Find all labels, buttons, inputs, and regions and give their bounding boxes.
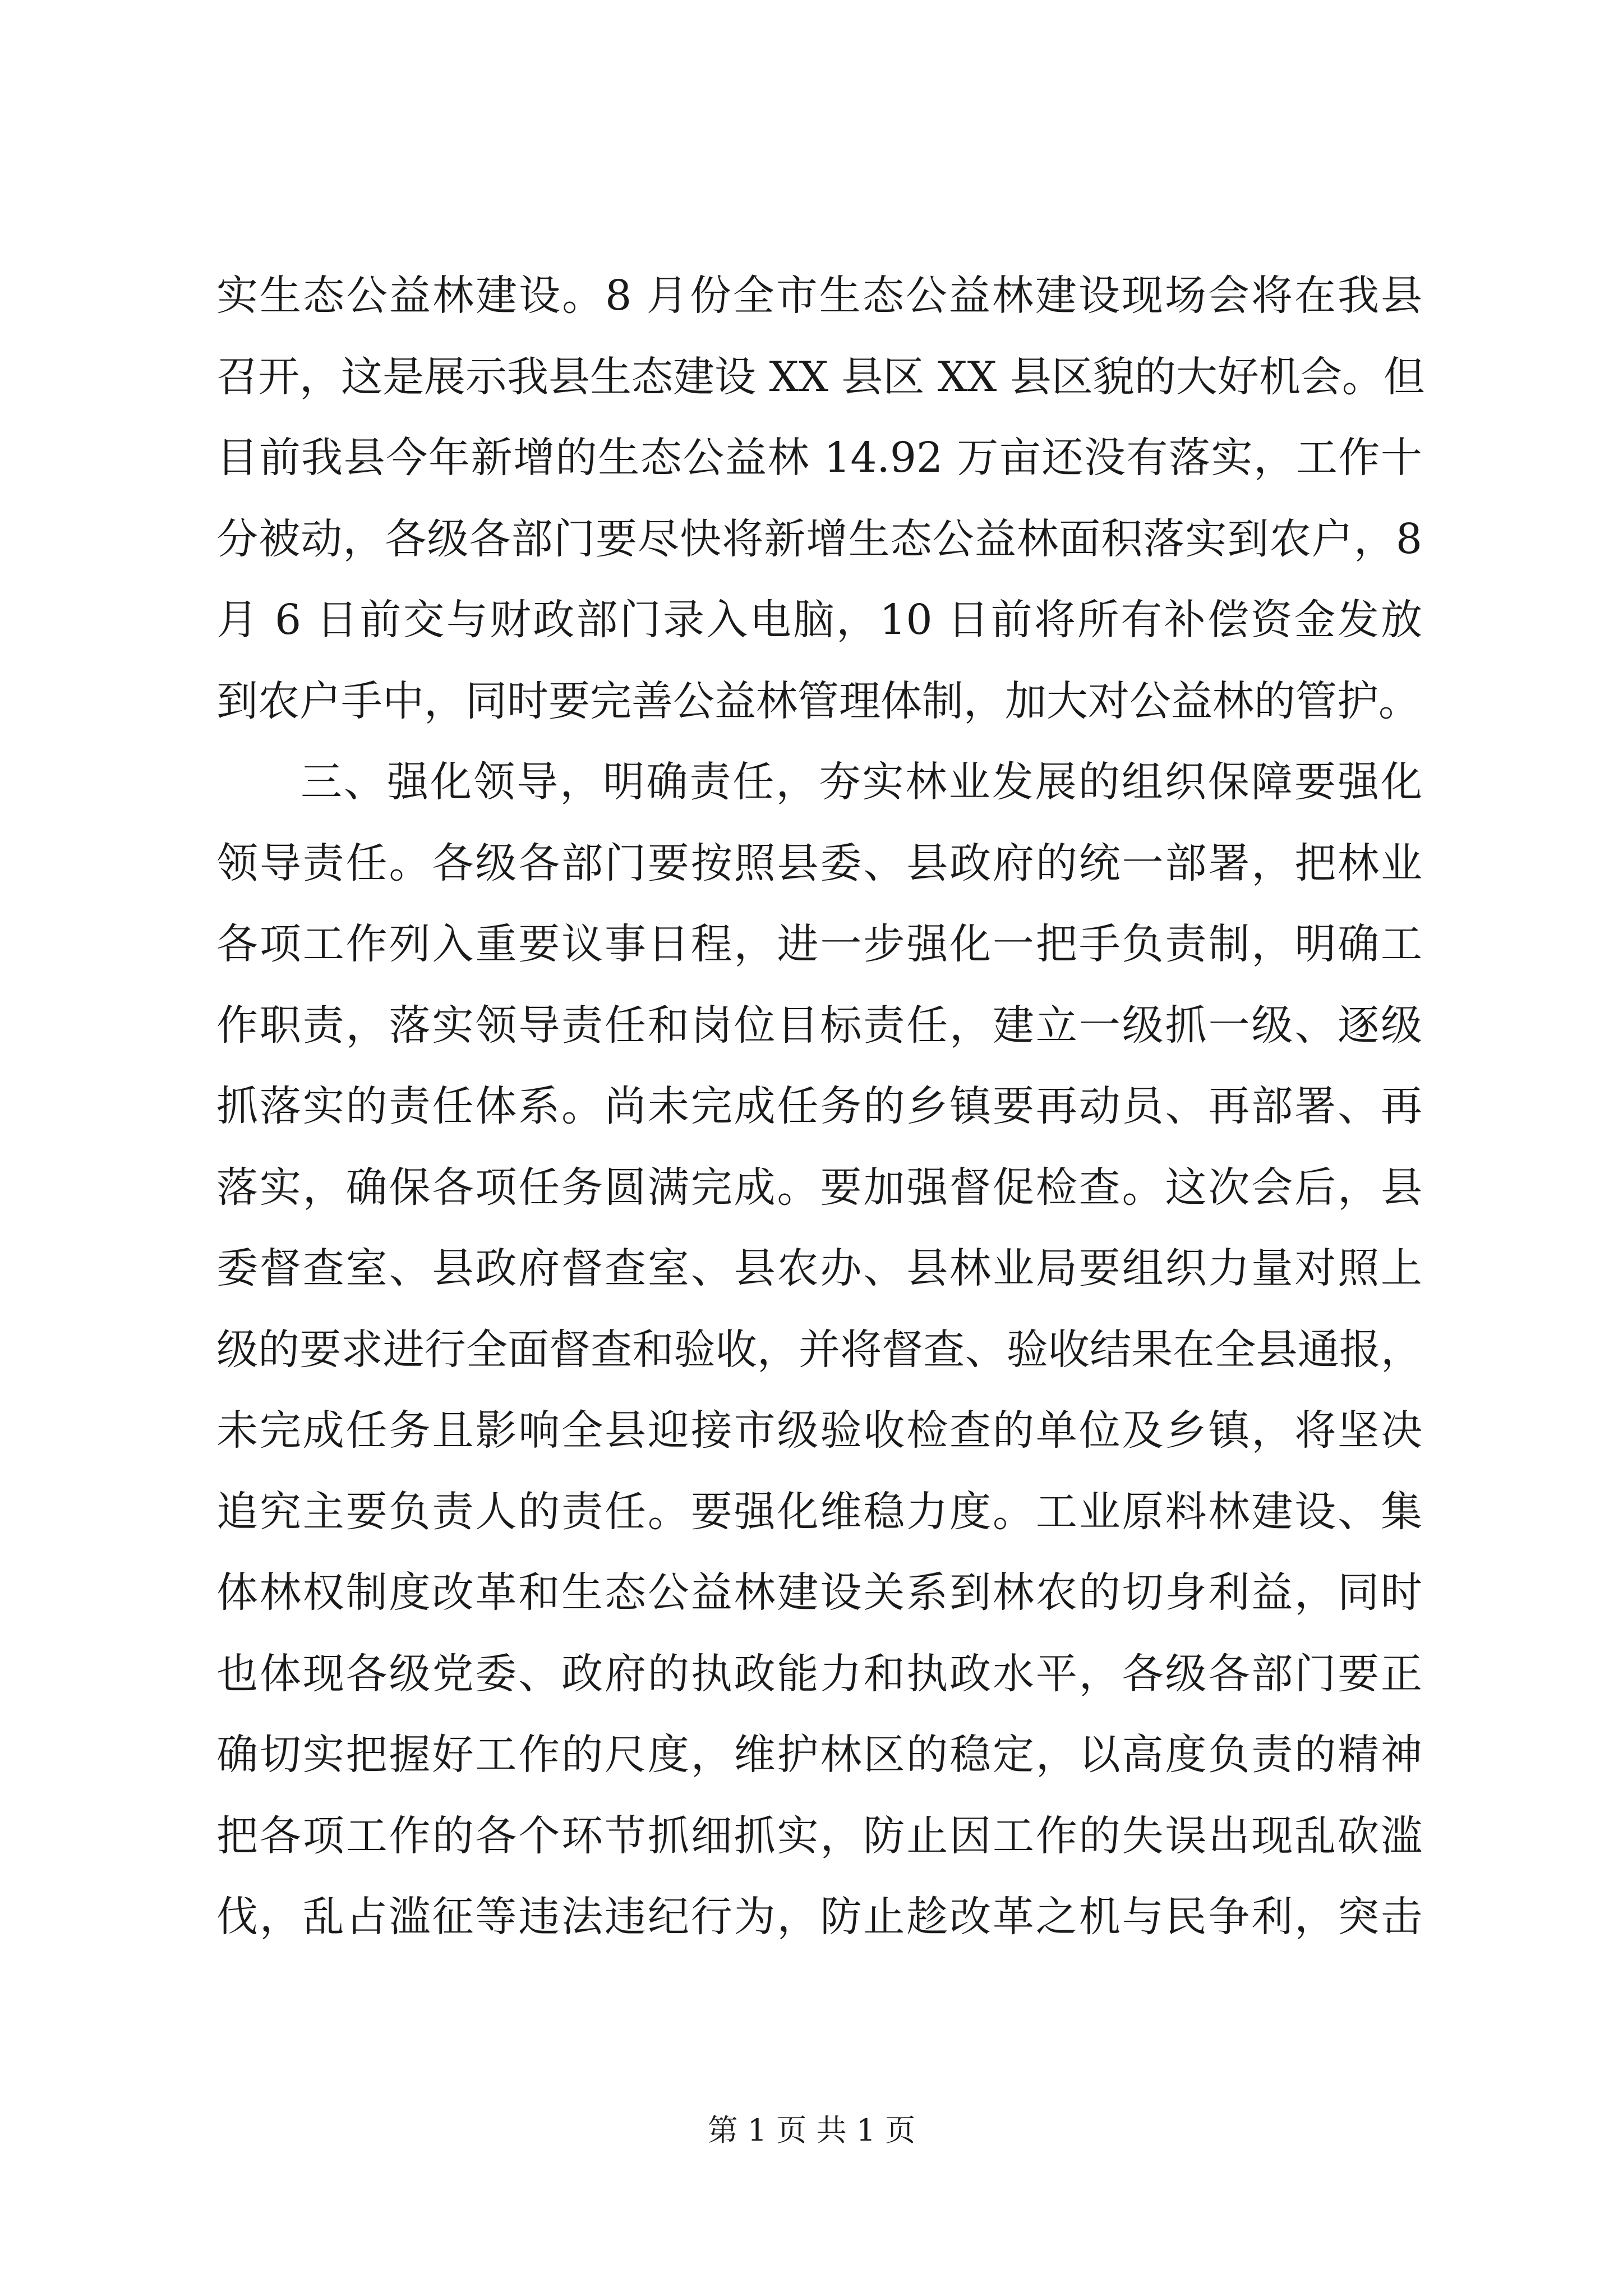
text-line: 体林权制度改革和生态公益林建设关系到林农的切身利益，同时 (216, 1568, 1422, 1617)
text-line: 各项工作列入重要议事日程，进一步强化一把手负责制，明确工 (216, 920, 1422, 968)
text-line: 级的要求进行全面督查和验收，并将督查、验收结果在全县通报， (216, 1325, 1422, 1374)
section-heading-line: 三、强化领导，明确责任，夯实林业发展的组织保障要强化 (301, 758, 1422, 806)
text-line: 确切实把握好工作的尺度，维护林区的稳定，以高度负责的精神 (216, 1731, 1422, 1779)
text-line: 领导责任。各级各部门要按照县委、县政府的统一部署，把林业 (216, 839, 1422, 887)
text-line: 召开，这是展示我县生态建设 XX 县区 XX 县区貌的大好机会。但 (216, 352, 1425, 401)
text-line: 追究主要负责人的责任。要强化维稳力度。工业原料林建设、集 (216, 1487, 1422, 1536)
text-line: 实生态公益林建设。8 月份全市生态公益林建设现场会将在我县 (216, 272, 1422, 320)
text-line: 作职责，落实领导责任和岗位目标责任，建立一级抓一级、逐级 (216, 1001, 1422, 1050)
text-line: 分被动，各级各部门要尽快将新增生态公益林面积落实到农户，8 (216, 514, 1422, 563)
text-line: 委督查室、县政府督查室、县农办、县林业局要组织力量对照上 (216, 1244, 1422, 1292)
body-text (216, 255, 1425, 1958)
text-line: 月 6 日前交与财政部门录入电脑，10 日前将所有补偿资金发放 (216, 596, 1422, 644)
text-line: 落实，确保各项任务圆满完成。要加强督促检查。这次会后，县 (216, 1163, 1422, 1212)
text-line: 抓落实的责任体系。尚未完成任务的乡镇要再动员、再部署、再 (216, 1082, 1422, 1130)
text-line: 未完成任务且影响全县迎接市级验收检查的单位及乡镇，将坚决 (216, 1406, 1422, 1455)
text-line: 目前我县今年新增的生态公益林 14.92 万亩还没有落实，工作十 (216, 434, 1422, 482)
text-line: 把各项工作的各个环节抓细抓实，防止因工作的失误出现乱砍滥 (216, 1811, 1422, 1860)
page-number-footer: 第 1 页 共 1 页 (707, 2113, 916, 2148)
text-line: 到农户手中，同时要完善公益林管理体制，加大对公益林的管护。 (216, 677, 1420, 725)
text-line: 也体现各级党委、政府的执政能力和执政水平，各级各部门要正 (216, 1649, 1422, 1698)
text-line: 伐，乱占滥征等违法违纪行为，防止趁改革之机与民争利，突击 (216, 1893, 1422, 1941)
